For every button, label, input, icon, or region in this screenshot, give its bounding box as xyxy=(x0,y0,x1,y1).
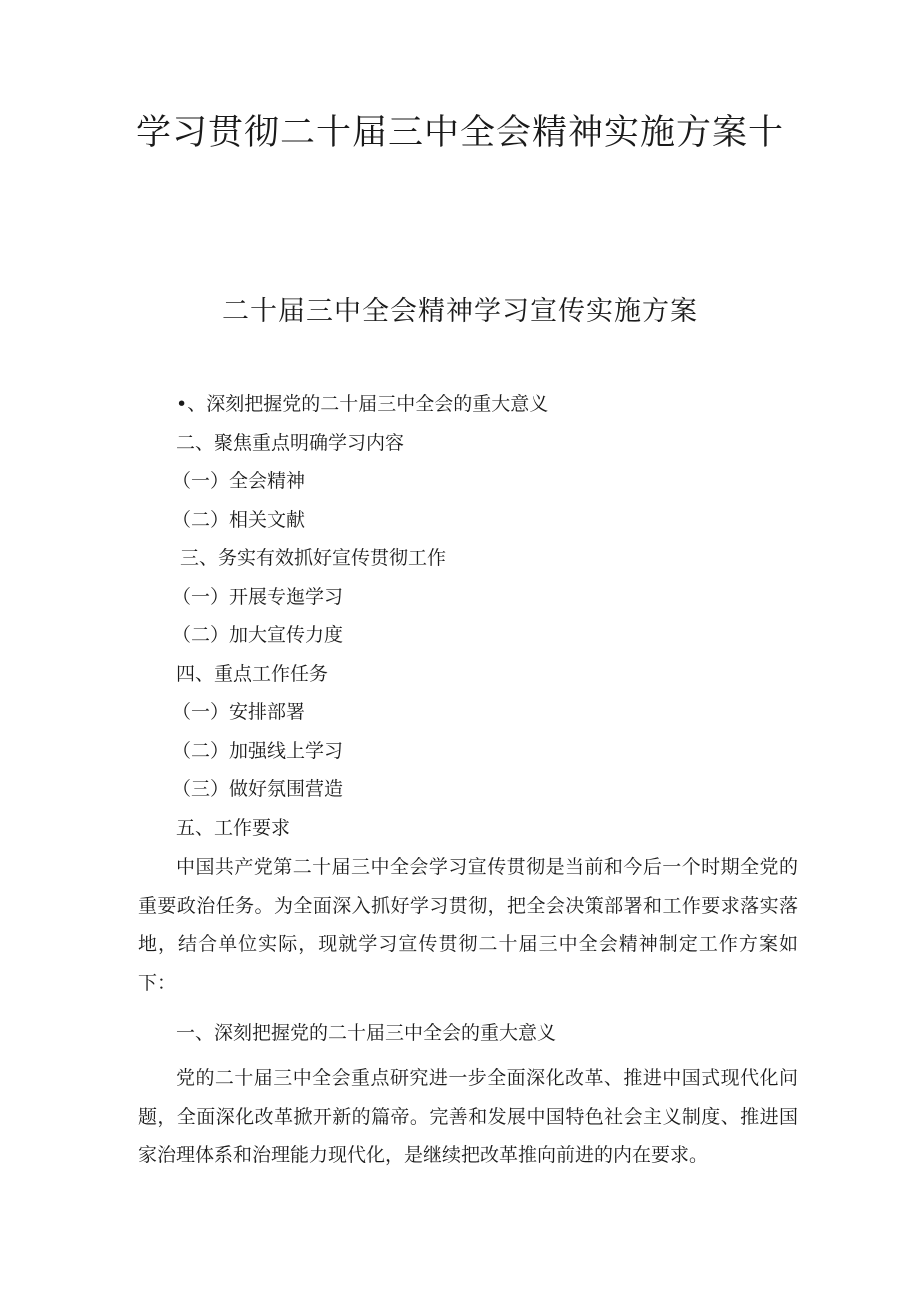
outline-item: •、深刻把握党的二十届三中全会的重大意义 xyxy=(176,393,549,415)
outline-item: （二）加强线上学习 xyxy=(172,739,344,762)
main-title: 学习贯彻二十届三中全会精神实施方案十 xyxy=(135,113,784,153)
section-one-heading: 一、深刻把握党的二十届三中全会的重大意义 xyxy=(176,1022,557,1044)
outline-list xyxy=(0,388,920,850)
outline-item: （一）全会精神 xyxy=(172,470,306,492)
outline-item: 五、工作要求 xyxy=(176,816,291,839)
outline-item: 二、聚焦重点明确学习内容 xyxy=(176,431,405,454)
outline-item: （二）相关文献 xyxy=(172,508,306,531)
sub-title: 二十届三中全会精神学习宣传实施方案 xyxy=(222,296,698,327)
outline-item: （三）做好氛围营造 xyxy=(172,778,344,800)
intro-paragraph: 中国共产党第二十届三中全会学习宣传贯彻是当前和今后一个时期全党的重要政治任务。为全面深入抓好学习贯彻，把全会决策部署和工作要求落实落地，结合单位实际，现就学习宣传贯彻二十届三中全会精神制定工作方案如下： xyxy=(138,856,798,994)
outline-item: 三、务实有效抓好宣传贯彻工作 xyxy=(180,547,447,569)
outline-item: （二）加大宣传力度 xyxy=(172,624,344,646)
outline-item: 四、重点工作任务 xyxy=(176,662,329,685)
section-one-paragraph: 党的二十届三中全会重点研究进一步全面深化改革、推进中国式现代化问题，全面深化改革掀开新的篇帝。完善和发展中国特色社会主义制度、推进国家治理体系和治理能力现代化，是继续把改革推向前进的内在要求。 xyxy=(138,1067,798,1166)
outline-item: （一）开展专迤学习 xyxy=(172,585,344,608)
outline-item: （一）安排部署 xyxy=(172,701,306,723)
